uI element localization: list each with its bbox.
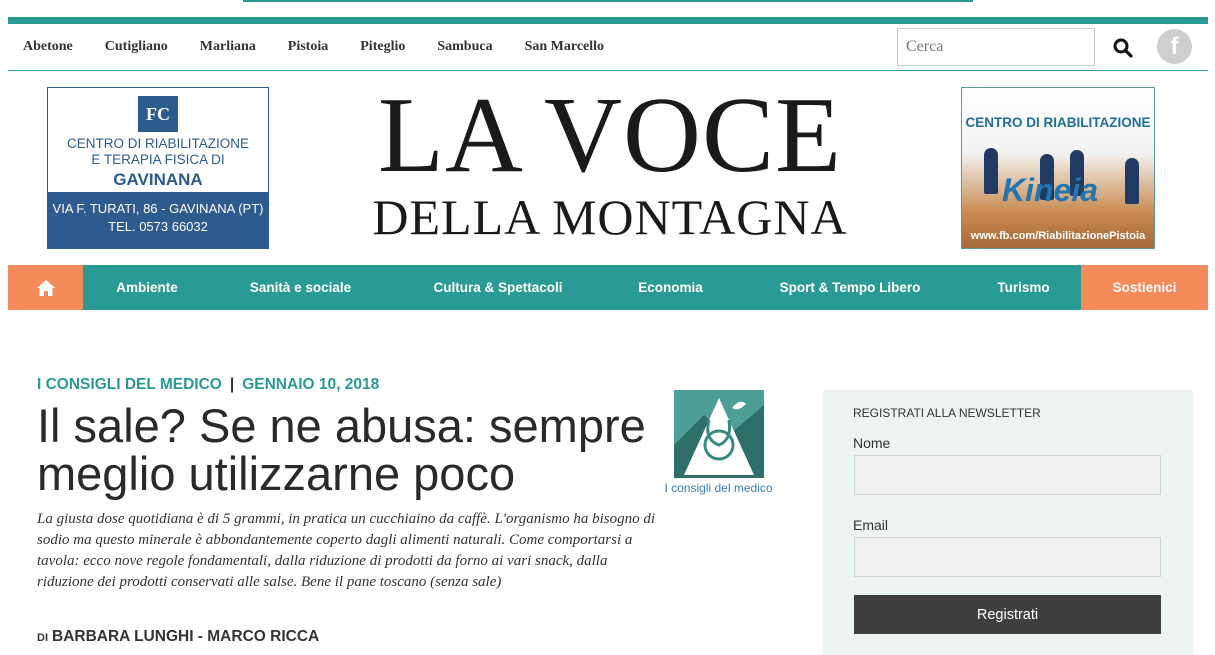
facebook-glyph: f <box>1170 32 1179 60</box>
ad-logo: FC <box>138 96 178 132</box>
ad-line-2: E TERAPIA FISICA DI <box>91 152 225 167</box>
byline-prefix: DI <box>37 632 48 644</box>
article-date: GENNAIO 10, 2018 <box>242 376 380 393</box>
masthead-line-1: LA VOCE <box>377 76 843 195</box>
ad-figure <box>1125 158 1139 204</box>
nav-item-ambiente[interactable]: Ambiente <box>116 280 178 295</box>
article-summary: La giusta dose quotidiana è di 5 grammi, in pratica un cucchiaino da caffè. L'organismo ha bisogno di sodio ma questo minerale è abbondantemente coperto dagli alimenti naturali. Come comportarsi a tavola: ecco nove regole fondamentali, dalla riduzione di prodotti da forno ai vari snack, dalla riduzione dei prodotti conservati alle salse. Bene il pane toscano (senza sale) <box>37 511 656 590</box>
masthead-line-2: DELLA MONTAGNA <box>372 189 848 245</box>
town-bar <box>8 24 1208 71</box>
category-badge-caption[interactable]: I consigli del medico <box>664 481 773 495</box>
newsletter-email-label: Email <box>853 517 889 533</box>
article-title: Il sale? Se ne abusa: sempre meglio utilizzarne poco <box>37 399 646 500</box>
ad-figure <box>984 148 998 194</box>
article-category-link[interactable]: I CONSIGLI DEL MEDICO <box>37 376 222 393</box>
nav-item-sport[interactable]: Sport & Tempo Libero <box>779 280 921 295</box>
nav-item-turismo[interactable]: Turismo <box>997 280 1050 295</box>
newsletter-title: REGISTRATI ALLA NEWSLETTER <box>853 406 1041 420</box>
ad-phone: TEL. 0573 66032 <box>108 219 208 234</box>
byline-authors[interactable]: BARBARA LUNGHI - MARCO RICCA <box>52 628 320 645</box>
article-meta <box>37 376 379 394</box>
newsletter-widget <box>823 390 1193 655</box>
town-link-sambuca[interactable]: Sambuca <box>437 39 493 54</box>
town-link-marliana[interactable]: Marliana <box>199 39 256 54</box>
nav-support-button[interactable]: Sostienici <box>1081 265 1208 310</box>
nav-item-economia[interactable]: Economia <box>638 280 703 295</box>
ad-right-url: www.fb.com/RiabilitazionePistoia <box>970 230 1146 242</box>
ad-line-3: GAVINANA <box>113 170 203 189</box>
town-link-san-marcello[interactable]: San Marcello <box>524 39 605 54</box>
town-link-cutigliano[interactable]: Cutigliano <box>104 39 168 54</box>
ad-right-brand: Kineia <box>1002 172 1099 208</box>
home-icon <box>36 279 56 297</box>
nav-home-button[interactable] <box>8 265 83 310</box>
search-icon[interactable] <box>1113 38 1133 58</box>
main-nav <box>8 265 1208 310</box>
search-input[interactable] <box>897 28 1095 66</box>
ad-footer <box>48 192 268 248</box>
article-byline <box>37 628 319 646</box>
meta-separator: | <box>229 376 235 393</box>
ad-banner-kineia[interactable] <box>961 87 1155 249</box>
ad-right-title: CENTRO DI RIABILITAZIONE <box>965 115 1151 130</box>
ad-banner-gavinana[interactable] <box>47 87 269 249</box>
town-link-pistoia[interactable]: Pistoia <box>287 39 329 54</box>
newsletter-email-input[interactable] <box>854 537 1161 577</box>
ad-line-1: CENTRO DI RIABILITAZIONE <box>66 136 250 151</box>
nav-item-sanita[interactable]: Sanità e sociale <box>249 280 352 295</box>
category-badge-image[interactable] <box>674 390 764 478</box>
town-links <box>23 24 636 70</box>
newsletter-register-button[interactable]: Registrati <box>854 595 1161 634</box>
town-link-piteglio[interactable]: Piteglio <box>360 39 406 54</box>
top-divider-line <box>243 0 973 2</box>
newsletter-name-input[interactable] <box>854 455 1161 495</box>
town-link-abetone[interactable]: Abetone <box>23 39 73 54</box>
header-accent-bar <box>8 17 1208 24</box>
stethoscope-icon <box>674 390 764 478</box>
site-logo[interactable] <box>362 76 858 245</box>
facebook-icon[interactable] <box>1157 29 1192 64</box>
nav-item-cultura[interactable]: Cultura & Spettacoli <box>433 280 563 295</box>
newsletter-name-label: Nome <box>853 435 891 451</box>
ad-address: VIA F. TURATI, 86 - GAVINANA (PT) <box>52 201 264 216</box>
